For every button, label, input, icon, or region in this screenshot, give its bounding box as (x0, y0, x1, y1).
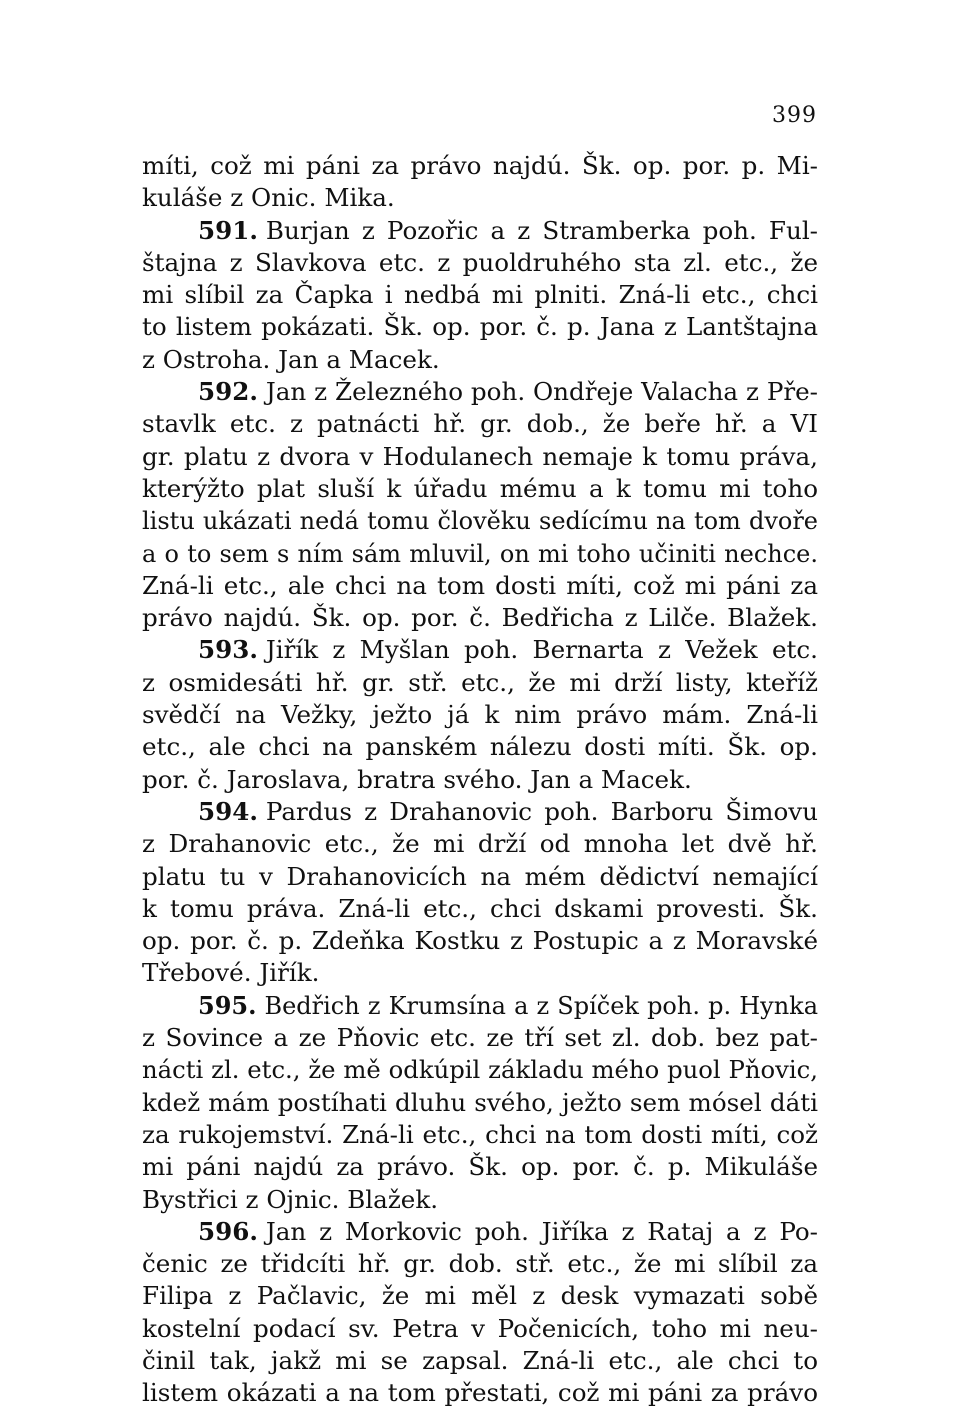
text-line (142, 667, 818, 699)
text-line (142, 1248, 818, 1280)
entry-number: 593. (198, 635, 258, 665)
text-line (142, 408, 818, 440)
body-text (142, 150, 818, 1410)
text-line (142, 764, 818, 796)
text-line (142, 505, 818, 537)
line-text: z Drahanovic etc., že mi drží od mnoha let dvě hř. (142, 829, 818, 859)
entry-first-line (142, 215, 818, 247)
line-text: právo najdú. Šk. op. por. č. Bedřicha z Lilče. Blažek. (142, 603, 818, 633)
text-line (142, 861, 818, 893)
line-text: listu ukázati nedá tomu člověku sedícímu na tom dvoře (142, 507, 818, 536)
text-line (142, 441, 818, 473)
text-line (142, 570, 818, 602)
text-line (142, 1151, 818, 1183)
line-text: Filipa z Pačlavic, že mi měl z desk vymazati sobě (142, 1281, 818, 1311)
entry-number: 591. (198, 215, 258, 245)
entry-first-line (142, 376, 818, 408)
text-line (142, 247, 818, 279)
text-line (142, 957, 818, 989)
entry-number: 595. (198, 990, 257, 1020)
line-text: kuláše z Onic. Mika. (142, 183, 395, 213)
entry-number: 592. (198, 377, 258, 407)
line-text: k tomu práva. Zná-li etc., chci dskami provesti. Šk. (142, 893, 818, 923)
line-text: činil tak, jakž mi se zapsal. Zná-li etc., ale chci to (142, 1345, 818, 1375)
text-line (142, 1377, 818, 1409)
line-text: čenic ze třidcíti hř. gr. dob. stř. etc., že mi slíbil za (142, 1249, 818, 1279)
text-line (142, 731, 818, 763)
line-text: mi páni najdú za právo. Šk. op. por. č. p. Mikuláše (142, 1152, 818, 1182)
line-text: kdež mám postíhati dluhu svého, ježto sem mósel dáti (142, 1087, 818, 1117)
text-line (142, 1345, 818, 1377)
line-text: por. č. Jaroslava, bratra svého. Jan a Macek. (142, 764, 692, 794)
entry-number: 594. (198, 796, 258, 826)
line-text: a o to sem s ním sám mluvil, on mi toho učiniti nechce. (142, 539, 818, 568)
line-text: z Sovince a ze Pňovic etc. ze tří set zl. dob. bez pat- (142, 1023, 818, 1053)
line-text: stavlk etc. z patnácti hř. gr. dob., že beře hř. a VI (142, 409, 818, 439)
text-line (142, 311, 818, 343)
line-text: Jiřík z Myšlan poh. Bernarta z Vežek etc. (265, 635, 818, 665)
line-text: etc., ale chci na panském nálezu dosti míti. Šk. op. (142, 732, 818, 762)
line-text: kterýžto plat sluší k úřadu mému a k tomu mi toho (142, 473, 818, 503)
text-line (142, 925, 818, 957)
line-text: Burjan z Pozořic a z Stramberka poh. Ful- (265, 215, 818, 245)
text-line (142, 538, 818, 570)
text-line (142, 1280, 818, 1312)
line-text: z osmidesáti hř. gr. stř. etc., že mi drží listy, kteříž (142, 667, 818, 697)
line-text: Pardus z Drahanovic poh. Barboru Šimovu (265, 796, 818, 826)
line-text: op. por. č. p. Zdeňka Kostku z Postupic a z Moravské (142, 926, 818, 956)
text-line (142, 1184, 818, 1216)
text-line (142, 1313, 818, 1345)
text-line (142, 602, 818, 634)
text-line (142, 279, 818, 311)
text-line (142, 893, 818, 925)
text-line (142, 1087, 818, 1119)
text-line (142, 150, 818, 182)
entry-number: 596. (198, 1216, 258, 1246)
page-number: 399 (772, 103, 817, 128)
line-text: Bedřich z Krumsína a z Spíček poh. p. Hynka (264, 991, 818, 1020)
line-text: štajna z Slavkova etc. z puoldruhého sta zl. etc., že (142, 247, 818, 277)
entry-first-line (142, 796, 818, 828)
line-text: Jan z Morkovic poh. Jiříka z Rataj a z Po- (265, 1216, 818, 1246)
line-text: platu tu v Drahanovicích na mém dědictví nemající (142, 861, 818, 891)
line-text: za rukojemství. Zná-li etc., chci na tom dosti míti, což (142, 1119, 818, 1149)
text-line (142, 828, 818, 860)
line-text: nácti zl. etc., že mě odkúpil základu mého puol Pňovic, (142, 1055, 818, 1085)
line-text: kostelní podací sv. Petra v Počenicích, toho mi neu- (142, 1313, 818, 1343)
line-text: listem okázati a na tom přestati, což mi páni za právo (142, 1378, 818, 1408)
text-line (142, 1022, 818, 1054)
line-text: míti, což mi páni za právo najdú. Šk. op. por. p. Mi- (142, 151, 818, 180)
line-text: gr. platu z dvora v Hodulanech nemaje k tomu práva, (142, 441, 818, 471)
line-text: Bystřici z Ojnic. Blažek. (142, 1184, 439, 1214)
line-text: Zná-li etc., ale chci na tom dosti míti, což mi páni za (142, 570, 818, 600)
entry-first-line (142, 1216, 818, 1248)
text-line (142, 699, 818, 731)
text-line (142, 1054, 818, 1086)
line-text: Jan z Železného poh. Ondřeje Valacha z Pře- (265, 377, 818, 407)
line-text: z Ostroha. Jan a Macek. (142, 344, 440, 374)
line-text: to listem pokázati. Šk. op. por. č. p. Jana z Lantštajna (142, 312, 818, 342)
line-text: mi slíbil za Čapka i nedbá mi plniti. Zná-li etc., chci (142, 280, 818, 310)
line-text: svědčí na Vežky, ježto já k nim právo mám. Zná-li (142, 700, 818, 730)
entry-first-line (142, 634, 818, 666)
text-line (142, 182, 818, 214)
text-line (142, 344, 818, 376)
entry-first-line (142, 990, 818, 1022)
text-line (142, 473, 818, 505)
text-line (142, 1119, 818, 1151)
line-text: Třebové. Jiřík. (142, 958, 320, 988)
